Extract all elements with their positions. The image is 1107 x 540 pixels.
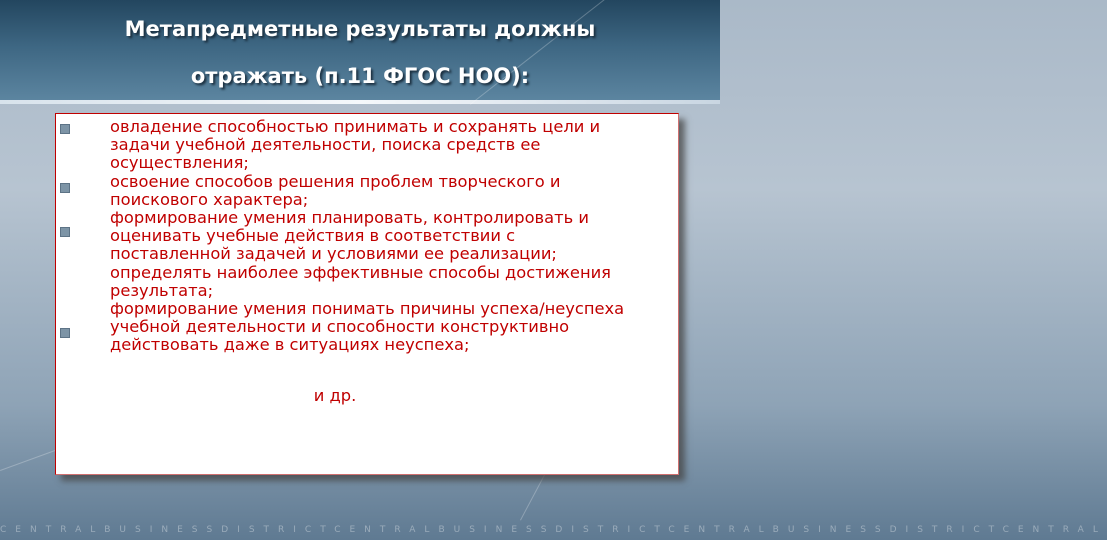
bullet-square-icon — [60, 124, 70, 134]
footer-watermark-text: CENTRALBUSINESSDISTRICTCENTRALBUSINESSDISTRICTCENTRALBUSINESSDISTRICTCENTRAL — [0, 525, 1107, 535]
list-item-line: поставленной задачей и условиями ее реализации; — [110, 244, 557, 264]
bullet-list — [110, 118, 672, 355]
list-item-line: учебной деятельности и способности конструктивно — [110, 317, 570, 337]
list-item-line: овладение способностью принимать и сохранять цели и — [110, 117, 601, 136]
list-item-line: формирование умения понимать причины успеха/неуспеха — [110, 299, 625, 319]
list-item-line: оценивать учебные действия в соответствии с — [110, 226, 516, 246]
list-item-line: освоение способов решения проблем творческого и — [110, 171, 561, 191]
slide-title-line-2: отражать (п.11 ФГОС НОО): — [190, 64, 530, 88]
list-item-line: задачи учебной деятельности, поиска средств ее — [110, 135, 541, 155]
bullet-square-icon — [60, 328, 70, 338]
bullet-square-icon — [60, 227, 70, 237]
list-item-line: определять наиболее эффективные способы достижения — [110, 262, 611, 282]
list-item — [110, 118, 672, 173]
list-item-line: действовать даже в ситуациях неуспеха; — [110, 335, 470, 355]
list-item-line: осуществления; — [110, 153, 249, 173]
list-tail-text: и др. — [313, 386, 357, 405]
bullet-square-icon — [60, 183, 70, 193]
list-item — [110, 209, 672, 300]
list-item-line: результата; — [110, 280, 214, 300]
list-item-line: формирование умения планировать, контролировать и — [110, 208, 589, 228]
list-item-line: поискового характера; — [110, 189, 309, 209]
slide-title-line-1: Метапредметные результаты должны — [124, 17, 596, 41]
title-band — [0, 0, 720, 104]
list-item — [110, 300, 672, 355]
list-item — [110, 173, 672, 209]
